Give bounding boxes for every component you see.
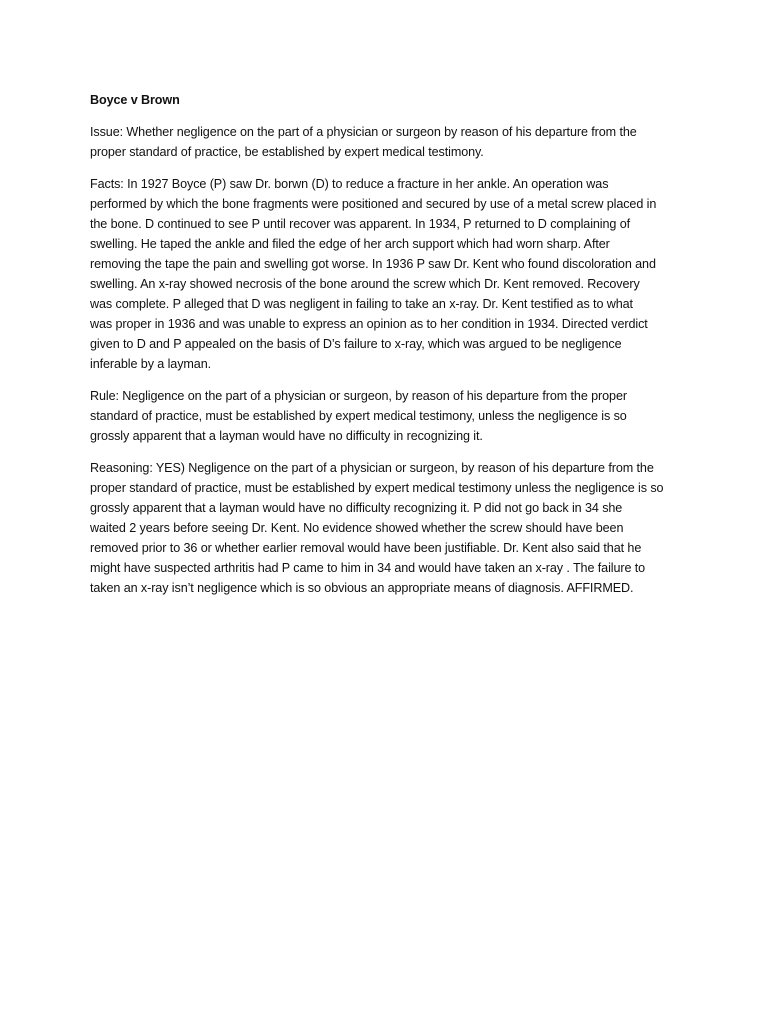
document-title: Boyce v Brown: [90, 93, 180, 107]
text-line: swelling. An x-ray showed necrosis of the bone around the screw which Dr. Kent removed. Recovery: [90, 277, 640, 291]
text-line: removed prior to 36 or whether earlier removal would have been justifiable. Dr. Kent also said that he: [90, 541, 642, 555]
issue-paragraph: [90, 122, 690, 162]
text-line: was complete. P alleged that D was negligent in failing to take an x-ray. Dr. Kent testified as to what: [90, 297, 633, 311]
text-line: inferable by a layman.: [90, 357, 212, 371]
rule-paragraph: [90, 386, 690, 446]
text-line: waited 2 years before seeing Dr. Kent. No evidence showed whether the screw should have been: [90, 521, 624, 535]
document-page: [90, 90, 690, 610]
text-line: Rule: Negligence on the part of a physician or surgeon, by reason of his departure from the proper: [90, 389, 627, 403]
text-line: taken an x-ray isn’t negligence which is so obvious an appropriate means of diagnosis. AFFIRMED.: [90, 581, 634, 595]
text-line: the bone. D continued to see P until recover was apparent. In 1934, P returned to D complaining of: [90, 217, 631, 231]
text-line: given to D and P appealed on the basis of D’s failure to x-ray, which was argued to be negligence: [90, 337, 622, 351]
text-line: Facts: In 1927 Boyce (P) saw Dr. borwn (D) to reduce a fracture in her ankle. An operation was: [90, 177, 609, 191]
text-line: standard of practice, must be established by expert medical testimony, unless the negligence is so: [90, 409, 627, 423]
text-line: grossly apparent that a layman would have no difficulty in recognizing it.: [90, 429, 483, 443]
text-line: grossly apparent that a layman would have no difficulty recognizing it. P did not go back in 34 she: [90, 501, 623, 515]
text-line: might have suspected arthritis had P came to him in 34 and would have taken an x-ray . The failure to: [90, 561, 646, 575]
text-line: removing the tape the pain and swelling got worse. In 1936 P saw Dr. Kent who found discoloration and: [90, 257, 656, 271]
text-line: proper standard of practice, must be established by expert medical testimony unless the negligence is so: [90, 481, 664, 495]
text-line: Reasoning: YES) Negligence on the part of a physician or surgeon, by reason of his departure from the: [90, 461, 654, 475]
text-line: was proper in 1936 and was unable to express an opinion as to her condition in 1934. Directed verdict: [90, 317, 648, 331]
text-line: Issue: Whether negligence on the part of a physician or surgeon by reason of his departure from the: [90, 125, 637, 139]
text-line: proper standard of practice, be established by expert medical testimony.: [90, 145, 484, 159]
facts-paragraph: [90, 174, 690, 374]
text-line: performed by which the bone fragments were positioned and secured by use of a metal screw placed in: [90, 197, 657, 211]
text-line: swelling. He taped the ankle and filed the edge of her arch support which had worn sharp. After: [90, 237, 610, 251]
reasoning-paragraph: [90, 458, 690, 598]
